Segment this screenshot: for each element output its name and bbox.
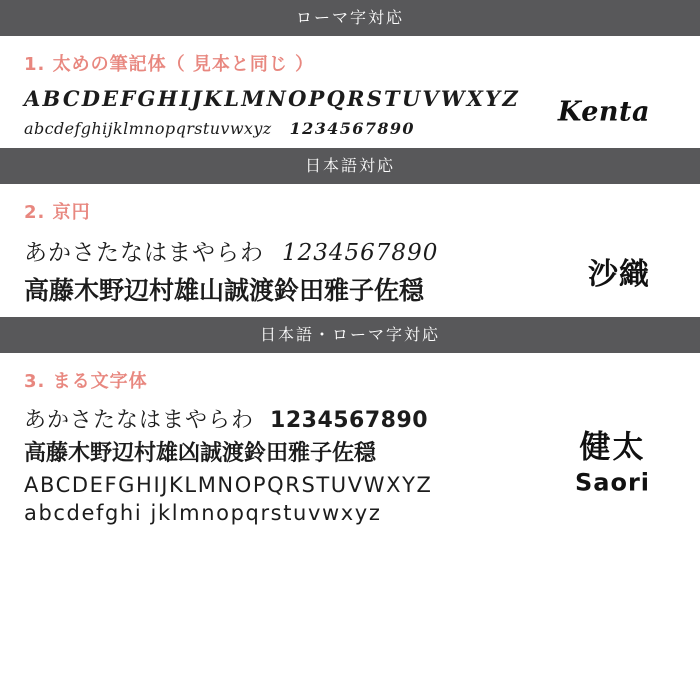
sample-kana-2	[24, 234, 676, 267]
sample-uppercase-1: ABCDEFGHIJKLMNOPQRSTUVWXYZ	[24, 86, 520, 111]
font-title-1: 1. 太めの筆記体（ 見本と同じ ）	[24, 54, 315, 75]
sample-kana-text-3: あかさたなはまやらわ	[24, 408, 255, 433]
section-band-japanese-romaji: 日本語・ローマ字対応	[0, 317, 700, 353]
font-sample-2	[24, 234, 676, 307]
name-preview-1	[558, 97, 650, 128]
name-preview-text-1: Kenta	[557, 96, 650, 128]
sample-numbers-2: 1234567890	[282, 240, 439, 266]
sample-uppercase-3: ABCDEFGHIJKLMNOPQRSTUVWXYZ	[24, 473, 433, 497]
sample-kana-text-2: あかさたなはまやらわ	[24, 240, 264, 266]
font-title-3: 3. まる文字体	[24, 371, 148, 392]
font-sample-3	[24, 403, 676, 525]
name-preview-kanji-3: 健太	[579, 429, 646, 466]
font-section-3	[0, 353, 700, 535]
font-sample-1	[24, 86, 676, 138]
font-section-2	[0, 184, 700, 317]
font-section-1	[0, 36, 700, 148]
bottom-spacer	[0, 535, 700, 559]
name-preview-text-2: 沙織	[588, 256, 650, 292]
sample-kanji-2: 高藤木野辺村雄山誠渡鈴田雅子佐穏	[24, 276, 425, 305]
sample-kanji-3: 高藤木野辺村雄凶誠渡鈴田雅子佐穏	[24, 441, 377, 466]
sample-numbers-3: 1234567890	[270, 408, 429, 433]
name-preview-2	[588, 249, 650, 293]
section-band-japanese: 日本語対応	[0, 148, 700, 184]
sample-lowercase-text-1: abcdefghijklmnopqrstuvwxyz	[24, 119, 272, 138]
section-band-romaji: ローマ字対応	[0, 0, 700, 36]
name-preview-3	[574, 429, 650, 497]
sample-numbers-1: 1234567890	[289, 119, 415, 138]
sample-lowercase-3: abcdefghi jklmnopqrstuvwxyz	[24, 501, 382, 525]
sample-kana-3	[24, 403, 676, 434]
font-title-2: 2. 京円	[24, 202, 91, 223]
name-preview-roman-3: Saori	[574, 468, 650, 497]
